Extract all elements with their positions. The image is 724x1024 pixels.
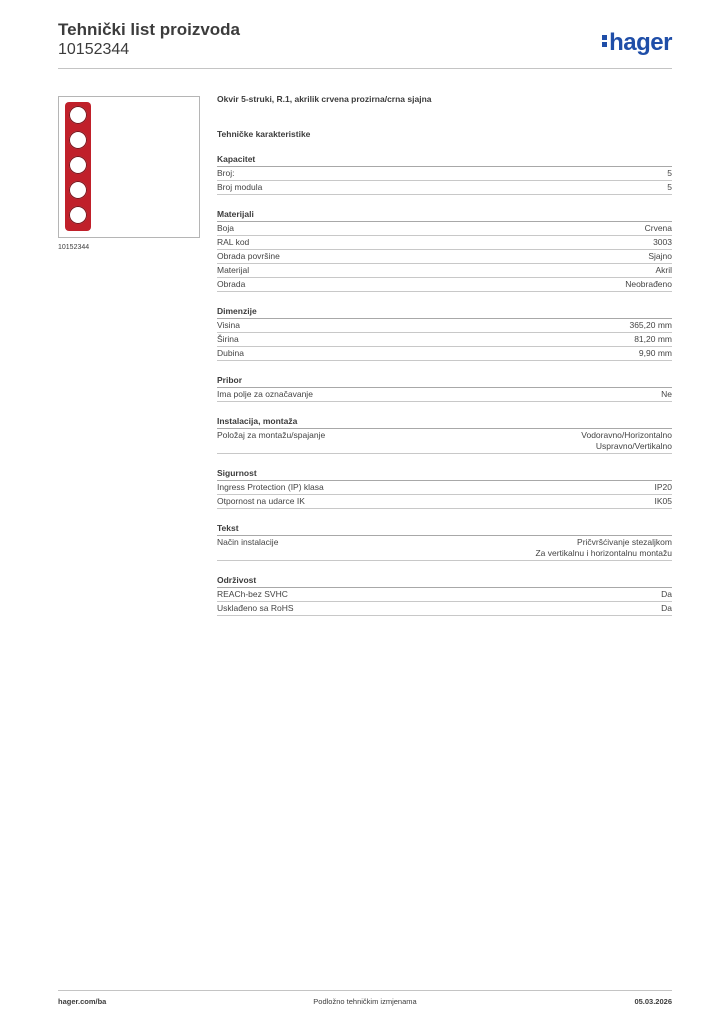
spec-label: Otpornost na udarce IK — [217, 496, 305, 506]
spec-group — [217, 522, 672, 561]
spec-row — [217, 167, 672, 181]
frame-illustration — [65, 102, 91, 231]
spec-value-line: 365,20 mm — [629, 320, 672, 330]
spec-group — [217, 415, 672, 454]
product-image — [58, 96, 200, 238]
spec-row — [217, 181, 672, 195]
frame-opening — [69, 106, 87, 124]
spec-group-title: Dimenzije — [217, 305, 672, 319]
spec-group — [217, 467, 672, 509]
spec-row — [217, 319, 672, 333]
spec-row — [217, 250, 672, 264]
spec-group-title: Održivost — [217, 574, 672, 588]
spec-group-title: Materijali — [217, 208, 672, 222]
spec-value-line: Da — [661, 589, 672, 599]
spec-group-title: Pribor — [217, 374, 672, 388]
spec-label: Položaj za montažu/spajanje — [217, 430, 326, 440]
spec-group — [217, 153, 672, 195]
spec-value-line: Neobrađeno — [625, 279, 672, 289]
footer-website-link[interactable]: hager.com/ba — [58, 997, 107, 1006]
spec-content — [217, 92, 672, 616]
page-footer — [58, 997, 672, 1009]
spec-row — [217, 236, 672, 250]
spec-value-line: Vodoravno/Horizontalno — [581, 430, 672, 440]
spec-value-line: Sjajno — [648, 251, 672, 261]
spec-value — [655, 482, 673, 493]
spec-value-line: Za vertikalnu i horizontalnu montažu — [535, 548, 672, 558]
spec-row — [217, 264, 672, 278]
spec-row — [217, 222, 672, 236]
spec-row — [217, 588, 672, 602]
spec-value — [535, 537, 672, 559]
footer-date: 05.03.2026 — [634, 997, 672, 1006]
footer-notice: Podložno tehničkim izmjenama — [313, 997, 417, 1006]
spec-row — [217, 429, 672, 454]
spec-value-line: Da — [661, 603, 672, 613]
spec-label: Ima polje za označavanje — [217, 389, 313, 399]
spec-label: Obrada — [217, 279, 246, 289]
spec-value-line: IK05 — [654, 496, 672, 506]
spec-row — [217, 536, 672, 561]
spec-row — [217, 347, 672, 361]
spec-group — [217, 374, 672, 402]
spec-value — [655, 265, 672, 276]
spec-value — [661, 589, 672, 600]
spec-row — [217, 388, 672, 402]
image-caption: 10152344 — [58, 244, 90, 251]
spec-group-title: Instalacija, montaža — [217, 415, 672, 429]
spec-value — [653, 237, 672, 248]
page-header — [58, 20, 672, 68]
footer-divider — [58, 990, 672, 991]
spec-value-line: IP20 — [654, 482, 672, 492]
spec-label: Način instalacije — [217, 537, 279, 547]
spec-value — [629, 320, 672, 331]
spec-value — [581, 430, 672, 452]
spec-label: Broj modula — [217, 182, 263, 192]
spec-value-line: 3003 — [653, 237, 672, 247]
spec-value — [625, 279, 672, 290]
spec-row — [217, 495, 672, 509]
spec-value-line: 5 — [667, 182, 672, 192]
spec-group-title: Sigurnost — [217, 467, 672, 481]
logo-dots-icon — [602, 33, 608, 49]
spec-group — [217, 208, 672, 292]
spec-value — [667, 168, 672, 179]
frame-opening — [69, 156, 87, 174]
spec-label: Dubina — [217, 348, 244, 358]
spec-label: REACh-bez SVHC — [217, 589, 288, 599]
product-description: Okvir 5-struki, R.1, akrilik crvena prozirna/crna sjajna — [217, 94, 432, 104]
spec-value-line: 5 — [667, 168, 672, 178]
spec-value — [661, 389, 672, 400]
spec-value-line: Crvena — [644, 223, 672, 233]
spec-value-line: 81,20 mm — [634, 334, 672, 344]
spec-value — [645, 223, 672, 234]
spec-value-line: Ne — [661, 389, 672, 399]
spec-label: Visina — [217, 320, 240, 330]
spec-value-line: Uspravno/Vertikalno — [595, 441, 672, 451]
spec-label: Obrada površine — [217, 251, 280, 261]
spec-groups — [217, 153, 672, 616]
spec-label: Usklađeno sa RoHS — [217, 603, 294, 613]
spec-row — [217, 278, 672, 292]
spec-value — [648, 251, 672, 262]
spec-row — [217, 602, 672, 616]
spec-value-line: Akril — [655, 265, 672, 275]
product-number: 10152344 — [58, 41, 130, 58]
spec-label: Širina — [217, 334, 239, 344]
spec-value-line: Pričvršćivanje stezaljkom — [577, 537, 672, 547]
section-title: Tehničke karakteristike — [217, 129, 311, 139]
frame-opening — [69, 181, 87, 199]
spec-value — [667, 182, 672, 193]
spec-value — [634, 334, 672, 345]
spec-group — [217, 574, 672, 616]
spec-label: Broj: — [217, 168, 235, 178]
spec-label: RAL kod — [217, 237, 250, 247]
spec-value — [661, 603, 672, 614]
spec-group — [217, 305, 672, 361]
frame-opening — [69, 131, 87, 149]
frame-opening — [69, 206, 87, 224]
spec-value — [655, 496, 673, 507]
spec-value — [639, 348, 672, 359]
header-divider — [58, 68, 672, 69]
spec-row — [217, 333, 672, 347]
spec-row — [217, 481, 672, 495]
spec-group-title: Tekst — [217, 522, 672, 536]
spec-label: Boja — [217, 223, 235, 233]
logo-text: hager — [609, 29, 672, 56]
spec-label: Ingress Protection (IP) klasa — [217, 482, 324, 492]
hager-logo — [602, 30, 672, 56]
spec-value-line: 9,90 mm — [638, 348, 672, 358]
spec-group-title: Kapacitet — [217, 153, 672, 167]
spec-label: Materijal — [217, 265, 250, 275]
document-title: Tehnički list proizvoda — [58, 20, 240, 39]
